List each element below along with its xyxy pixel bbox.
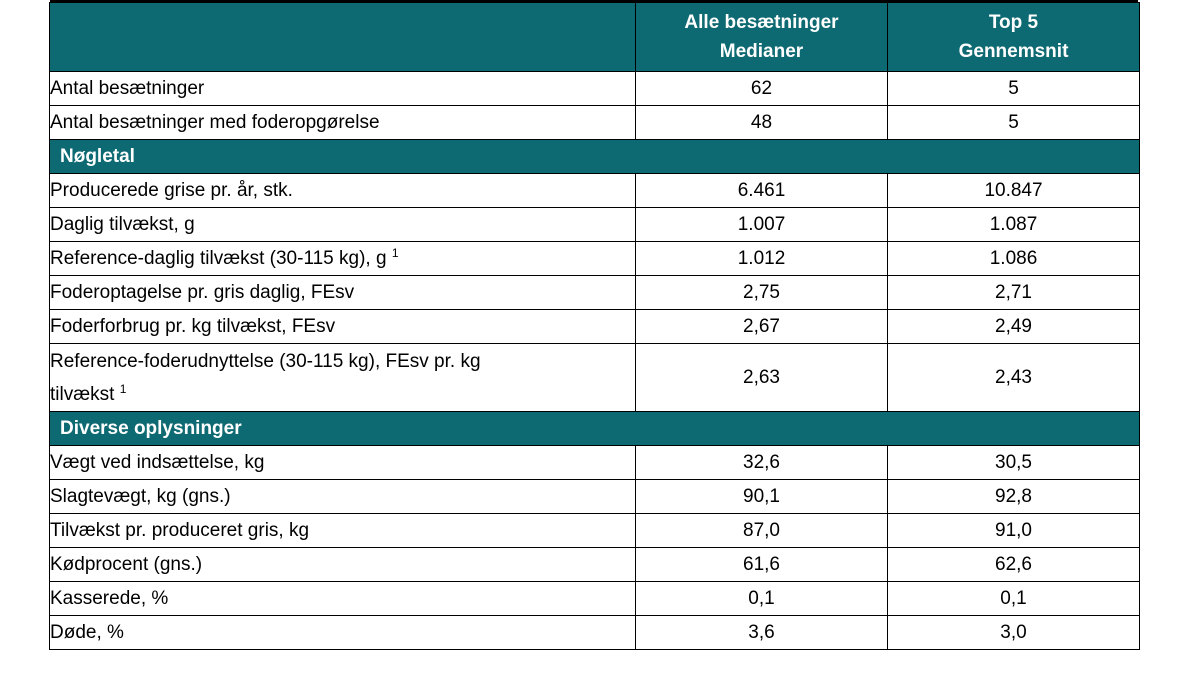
row-value-top5: 5 bbox=[888, 72, 1140, 106]
row-label: Døde, % bbox=[50, 616, 636, 650]
row-value-all: 6.461 bbox=[636, 174, 888, 208]
row-value-top5: 10.847 bbox=[888, 174, 1140, 208]
row-value-all: 2,75 bbox=[636, 276, 888, 310]
row-value-top5: 2,49 bbox=[888, 310, 1140, 344]
row-value-all: 61,6 bbox=[636, 548, 888, 582]
row-label: Foderoptagelse pr. gris daglig, FEsv bbox=[50, 276, 636, 310]
table-row bbox=[50, 106, 1140, 140]
row-value-all: 0,1 bbox=[636, 582, 888, 616]
row-label: Producerede grise pr. år, stk. bbox=[50, 174, 636, 208]
row-value-top5: 1.086 bbox=[888, 242, 1140, 276]
row-value-all: 3,6 bbox=[636, 616, 888, 650]
header-row bbox=[50, 3, 1140, 72]
row-label: Antal besætninger bbox=[50, 72, 636, 106]
table-row bbox=[50, 344, 1140, 412]
row-value-top5: 62,6 bbox=[888, 548, 1140, 582]
table-row bbox=[50, 208, 1140, 242]
table-row bbox=[50, 242, 1140, 276]
row-label: Tilvækst pr. produceret gris, kg bbox=[50, 514, 636, 548]
row-value-all: 48 bbox=[636, 106, 888, 140]
header-top5-line2: Gennemsnit bbox=[958, 41, 1069, 62]
header-label-column bbox=[50, 3, 636, 72]
footnote-marker: 1 bbox=[391, 245, 399, 260]
row-value-top5: 2,71 bbox=[888, 276, 1140, 310]
row-label: Kødprocent (gns.) bbox=[50, 548, 636, 582]
row-value-all: 2,67 bbox=[636, 310, 888, 344]
row-value-top5: 0,1 bbox=[888, 582, 1140, 616]
row-value-all: 1.012 bbox=[636, 242, 888, 276]
header-all-herds bbox=[636, 3, 888, 72]
row-label-line2: tilvækst bbox=[50, 383, 115, 405]
row-value-top5: 91,0 bbox=[888, 514, 1140, 548]
table-row bbox=[50, 174, 1140, 208]
table-row bbox=[50, 446, 1140, 480]
header-all-herds-line1: Alle besætninger bbox=[684, 12, 839, 33]
header-top5 bbox=[888, 3, 1140, 72]
row-value-all: 62 bbox=[636, 72, 888, 106]
table-row bbox=[50, 548, 1140, 582]
row-label: Kasserede, % bbox=[50, 582, 636, 616]
row-value-top5: 92,8 bbox=[888, 480, 1140, 514]
row-label-with-footnote bbox=[50, 242, 636, 276]
row-value-top5: 2,43 bbox=[888, 344, 1140, 412]
table-row bbox=[50, 582, 1140, 616]
section-header-diverse-oplysninger bbox=[50, 412, 1140, 446]
row-value-all: 1.007 bbox=[636, 208, 888, 242]
table-row bbox=[50, 72, 1140, 106]
row-value-top5: 3,0 bbox=[888, 616, 1140, 650]
row-label: Vægt ved indsættelse, kg bbox=[50, 446, 636, 480]
table-row bbox=[50, 616, 1140, 650]
row-label: Daglig tilvækst, g bbox=[50, 208, 636, 242]
row-label: Antal besætninger med foderopgørelse bbox=[50, 106, 636, 140]
row-label: Foderforbrug pr. kg tilvækst, FEsv bbox=[50, 310, 636, 344]
table-row bbox=[50, 480, 1140, 514]
section-title: Diverse oplysninger bbox=[50, 412, 1140, 446]
row-value-top5: 30,5 bbox=[888, 446, 1140, 480]
section-title: Nøgletal bbox=[50, 140, 1140, 174]
section-header-noegletal bbox=[50, 140, 1140, 174]
row-value-all: 90,1 bbox=[636, 480, 888, 514]
table-row bbox=[50, 310, 1140, 344]
row-value-all: 2,63 bbox=[636, 344, 888, 412]
row-label-line1: Reference-foderudnyttelse (30-115 kg), FEsv pr. kg bbox=[50, 350, 481, 372]
table-row bbox=[50, 514, 1140, 548]
row-value-top5: 1.087 bbox=[888, 208, 1140, 242]
header-all-herds-line2: Medianer bbox=[719, 41, 804, 62]
row-value-all: 87,0 bbox=[636, 514, 888, 548]
table-row bbox=[50, 276, 1140, 310]
statistics-table bbox=[49, 2, 1140, 650]
row-label-text: Reference-daglig tilvækst (30-115 kg), g bbox=[50, 247, 387, 269]
header-top5-line1: Top 5 bbox=[988, 12, 1039, 33]
footnote-marker: 1 bbox=[119, 381, 127, 396]
row-value-all: 32,6 bbox=[636, 446, 888, 480]
row-value-top5: 5 bbox=[888, 106, 1140, 140]
row-label: Slagtevægt, kg (gns.) bbox=[50, 480, 636, 514]
row-label-with-footnote bbox=[50, 344, 636, 412]
